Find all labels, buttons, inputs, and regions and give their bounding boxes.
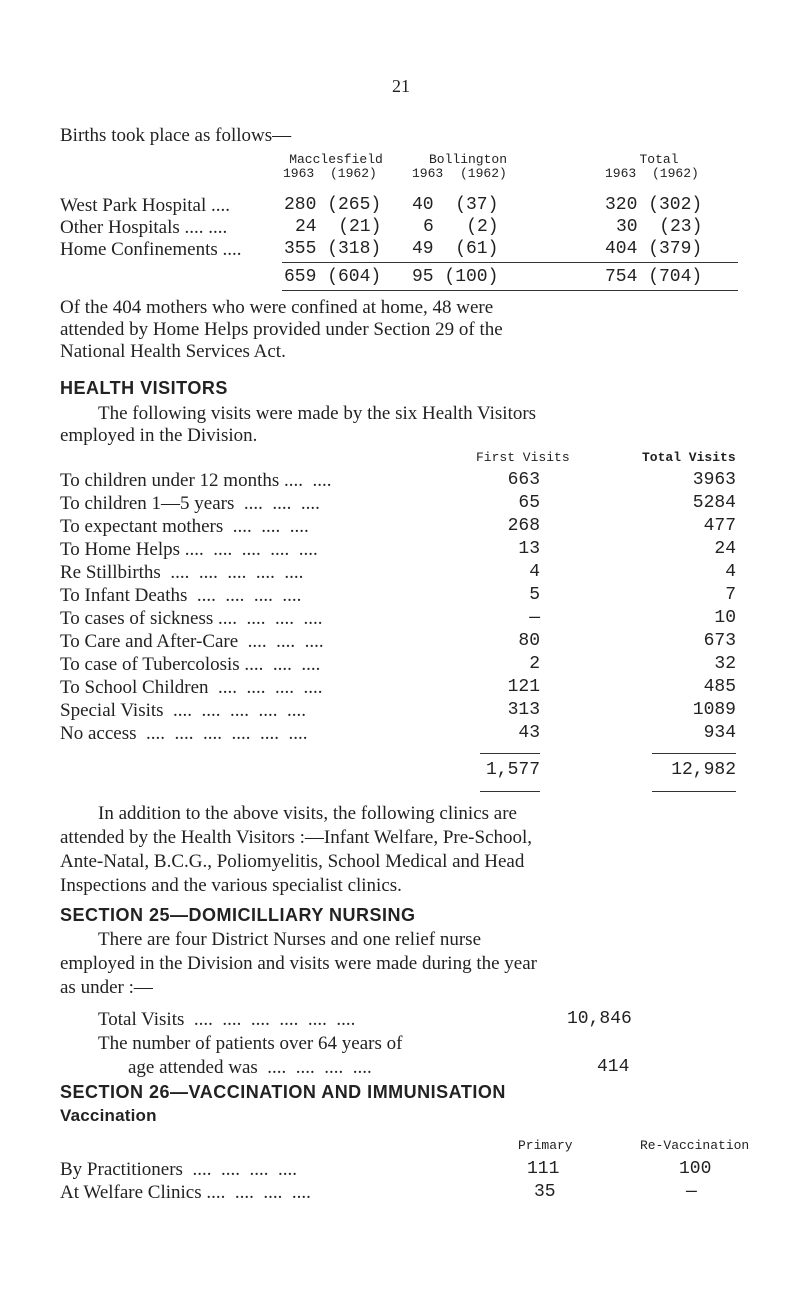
hv-row-first: 5: [529, 585, 540, 605]
hv-total-total: 12,982: [671, 760, 736, 780]
patients-value: 414: [597, 1057, 630, 1077]
hv-row-label: Special Visits .... .... .... .... ....: [60, 700, 307, 721]
vacc-revacc: —: [686, 1182, 697, 1202]
col-bollington-year: 1963: [412, 166, 444, 181]
hv-row-total: 24: [714, 539, 736, 559]
col-bollington: Bollington: [428, 152, 507, 167]
hv-row-first: 13: [518, 539, 540, 559]
hv-row-first: 121: [507, 677, 540, 697]
births-total-rule: [282, 262, 738, 263]
hv-row-first: 2: [529, 654, 540, 674]
hv-row-total: 934: [703, 723, 736, 743]
col-total-prev: (1962): [652, 166, 699, 181]
hv-col-total: Total Visits: [642, 450, 736, 465]
hv-row-label: To School Children .... .... .... ....: [60, 677, 323, 698]
births-cell: 6 (2): [423, 217, 499, 237]
patients-label-1: The number of patients over 64 years of: [98, 1033, 403, 1054]
vaccination-subheading: Vaccination: [60, 1106, 157, 1125]
hv-row-total: 4: [725, 562, 736, 582]
births-note-line: National Health Services Act.: [60, 341, 286, 362]
hv-row-total: 10: [714, 608, 736, 628]
clinics-line: Inspections and the various specialist clinics.: [60, 875, 402, 896]
clinics-line: attended by the Health Visitors :—Infant Welfare, Pre-School,: [60, 827, 533, 848]
total-visits-value: 10,846: [567, 1009, 632, 1029]
births-cell: 320 (302): [605, 195, 703, 215]
page-number: 21: [392, 76, 410, 96]
hv-total-rule: [652, 753, 736, 754]
births-row-label: Other Hospitals .... ....: [60, 217, 228, 238]
total-visits-label: Total Visits .... .... .... .... .... ....: [98, 1009, 356, 1030]
births-row-label: Home Confinements ....: [60, 239, 242, 260]
clinics-line: In addition to the above visits, the following clinics are: [98, 803, 517, 824]
hv-row-label: To children under 12 months .... ....: [60, 470, 332, 491]
births-row-label: West Park Hospital ....: [60, 195, 230, 216]
births-cell: 49 (61): [412, 239, 499, 259]
births-cell: 40 (37): [412, 195, 499, 215]
hv-row-label: To Infant Deaths .... .... .... ....: [60, 585, 302, 606]
section25-line: employed in the Division and visits were made during the year: [60, 953, 537, 974]
hv-row-first: 663: [507, 470, 540, 490]
births-cell: 30 (23): [616, 217, 703, 237]
col-revacc: Re-Vaccination: [640, 1138, 750, 1153]
hv-total-rule-2: [652, 791, 736, 792]
births-total-cell: 659 (604): [284, 267, 382, 287]
col-macclesfield-year: 1963: [283, 166, 315, 181]
col-total: Total: [639, 152, 679, 167]
births-total-cell: 95 (100): [412, 267, 499, 287]
hv-row-total: 3963: [692, 470, 736, 490]
col-bollington-prev: (1962): [460, 166, 507, 181]
vacc-row-label: At Welfare Clinics .... .... .... ....: [60, 1182, 311, 1203]
col-total-year: 1963: [605, 166, 637, 181]
hv-row-label: To Home Helps .... .... .... .... ....: [60, 539, 318, 560]
hv-first-rule: [480, 753, 540, 754]
hv-total-first: 1,577: [485, 760, 540, 780]
hv-row-label: To expectant mothers .... .... ....: [60, 516, 309, 537]
clinics-line: Ante-Natal, B.C.G., Poliomyelitis, School Medical and Head: [60, 851, 525, 872]
hv-row-first: 43: [518, 723, 540, 743]
section26-heading: SECTION 26—VACCINATION AND IMMUNISATION: [60, 1082, 506, 1102]
vacc-primary: 111: [527, 1159, 560, 1179]
hv-row-total: 673: [703, 631, 736, 651]
births-intro: Births took place as follows—: [60, 125, 292, 146]
hv-row-label: No access .... .... .... .... .... ....: [60, 723, 308, 744]
hv-row-first: —: [529, 608, 540, 628]
hv-row-label: To case of Tubercolosis .... .... ....: [60, 654, 321, 675]
hv-row-first: 268: [507, 516, 540, 536]
births-cell: 355 (318): [284, 239, 382, 259]
hv-row-first: 313: [507, 700, 540, 720]
hv-row-first: 80: [518, 631, 540, 651]
hv-row-total: 485: [703, 677, 736, 697]
births-note-line: attended by Home Helps provided under Section 29 of the: [60, 319, 503, 340]
vacc-revacc: 100: [679, 1159, 712, 1179]
hv-intro-line: employed in the Division.: [60, 425, 258, 446]
section25-line: There are four District Nurses and one relief nurse: [98, 929, 482, 950]
col-macclesfield-prev: (1962): [330, 166, 377, 181]
section25-line: as under :—: [60, 977, 153, 998]
vacc-row-label: By Practitioners .... .... .... ....: [60, 1159, 297, 1180]
births-note-line: Of the 404 mothers who were confined at home, 48 were: [60, 297, 494, 318]
hv-row-label: To Care and After-Care .... .... ....: [60, 631, 324, 652]
hv-row-first: 4: [529, 562, 540, 582]
births-cell: 404 (379): [605, 239, 703, 259]
health-visitors-heading: HEALTH VISITORS: [60, 378, 228, 398]
births-bottom-rule: [282, 290, 738, 291]
births-cell: 24 (21): [295, 217, 382, 237]
hv-row-total: 32: [714, 654, 736, 674]
hv-row-label: To children 1—5 years .... .... ....: [60, 493, 320, 514]
hv-first-rule-2: [480, 791, 540, 792]
section25-heading: SECTION 25—DOMICILLIARY NURSING: [60, 905, 416, 925]
col-primary: Primary: [518, 1138, 573, 1153]
hv-row-total: 477: [703, 516, 736, 536]
births-total-cell: 754 (704): [605, 267, 703, 287]
col-macclesfield: Macclesfield: [289, 152, 383, 167]
vacc-primary: 35: [534, 1182, 556, 1202]
hv-row-label: To cases of sickness .... .... .... ....: [60, 608, 323, 629]
hv-row-first: 65: [518, 493, 540, 513]
hv-col-first: First Visits: [476, 450, 570, 465]
hv-row-total: 7: [725, 585, 736, 605]
births-cell: 280 (265): [284, 195, 382, 215]
hv-row-label: Re Stillbirths .... .... .... .... ....: [60, 562, 304, 583]
patients-label-2: age attended was .... .... .... ....: [128, 1057, 372, 1078]
hv-row-total: 1089: [692, 700, 736, 720]
hv-intro-line: The following visits were made by the six Health Visitors: [98, 403, 537, 424]
hv-row-total: 5284: [692, 493, 736, 513]
